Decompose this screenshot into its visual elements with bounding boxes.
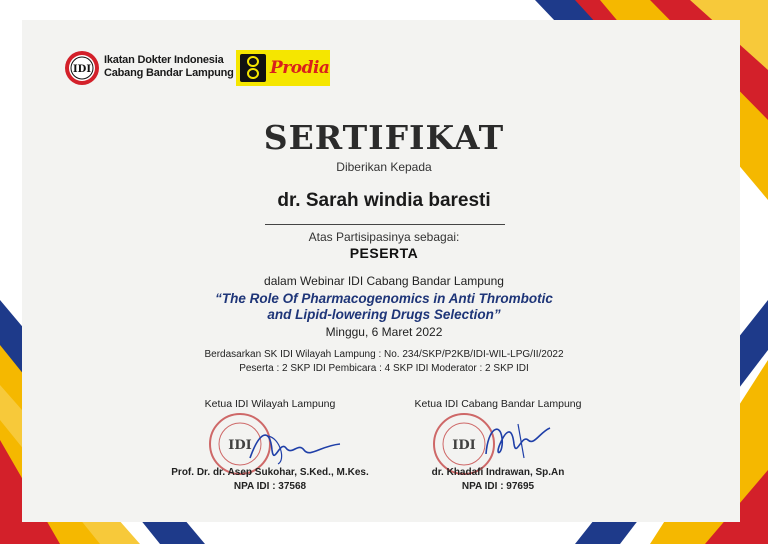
org-line-2: Cabang Bandar Lampung [104,67,234,79]
event-line: dalam Webinar IDI Cabang Bandar Lampung [264,274,504,288]
organization-name [104,54,234,80]
signatory-2-npa: NPA IDI : 97695 [461,481,535,492]
seal-monogram: IDI [228,438,252,453]
event-date: Minggu, 6 Maret 2022 [325,325,443,339]
org-line-1: Ikatan Dokter Indonesia [104,54,224,66]
prodia-wordmark: Prodia [270,58,330,78]
signatory-1-title: Ketua IDI Wilayah Lampung [204,398,336,410]
webinar-topic [150,291,618,323]
certificate-paper [22,20,740,522]
prodia-mark-icon [240,54,266,82]
signatory-1-npa: NPA IDI : 37568 [233,481,307,492]
topic-line-2: and Lipid-lowering Drugs Selection” [267,307,501,322]
prodia-logo [236,50,330,86]
signatory-2-title: Ketua IDI Cabang Bandar Lampung [414,398,582,410]
idi-logo [64,50,100,86]
signature-1 [240,420,350,470]
skp-credits: Peserta : 2 SKP IDI Pembicara : 4 SKP IDI Moderator : 2 SKP IDI [239,363,529,374]
signatory-2-name: dr. Khadafi Indrawan, Sp.An [431,467,565,478]
sk-reference: Berdasarkan SK IDI Wilayah Lampung : No. 234/SKP/P2KB/IDI-WIL-LPG/II/2022 [204,349,564,360]
signature-2 [478,414,558,468]
recipient-name: dr. Sarah windia baresti [277,190,491,211]
topic-line-1: “The Role Of Pharmacogenomics in Anti Thrombotic [215,291,553,306]
signatory-1-name: Prof. Dr. dr. Asep Sukohar, S.Ked., M.Kes. [171,467,369,478]
given-to-label: Diberikan Kepada [336,160,432,174]
name-underline [265,224,505,225]
participant-role: PESERTA [349,245,419,261]
idi-monogram: IDI [72,64,92,75]
certificate-title: SERTIFIKAT [263,118,505,157]
seal-monogram: IDI [452,438,476,453]
participation-label: Atas Partisipasinya sebagai: [308,230,460,244]
